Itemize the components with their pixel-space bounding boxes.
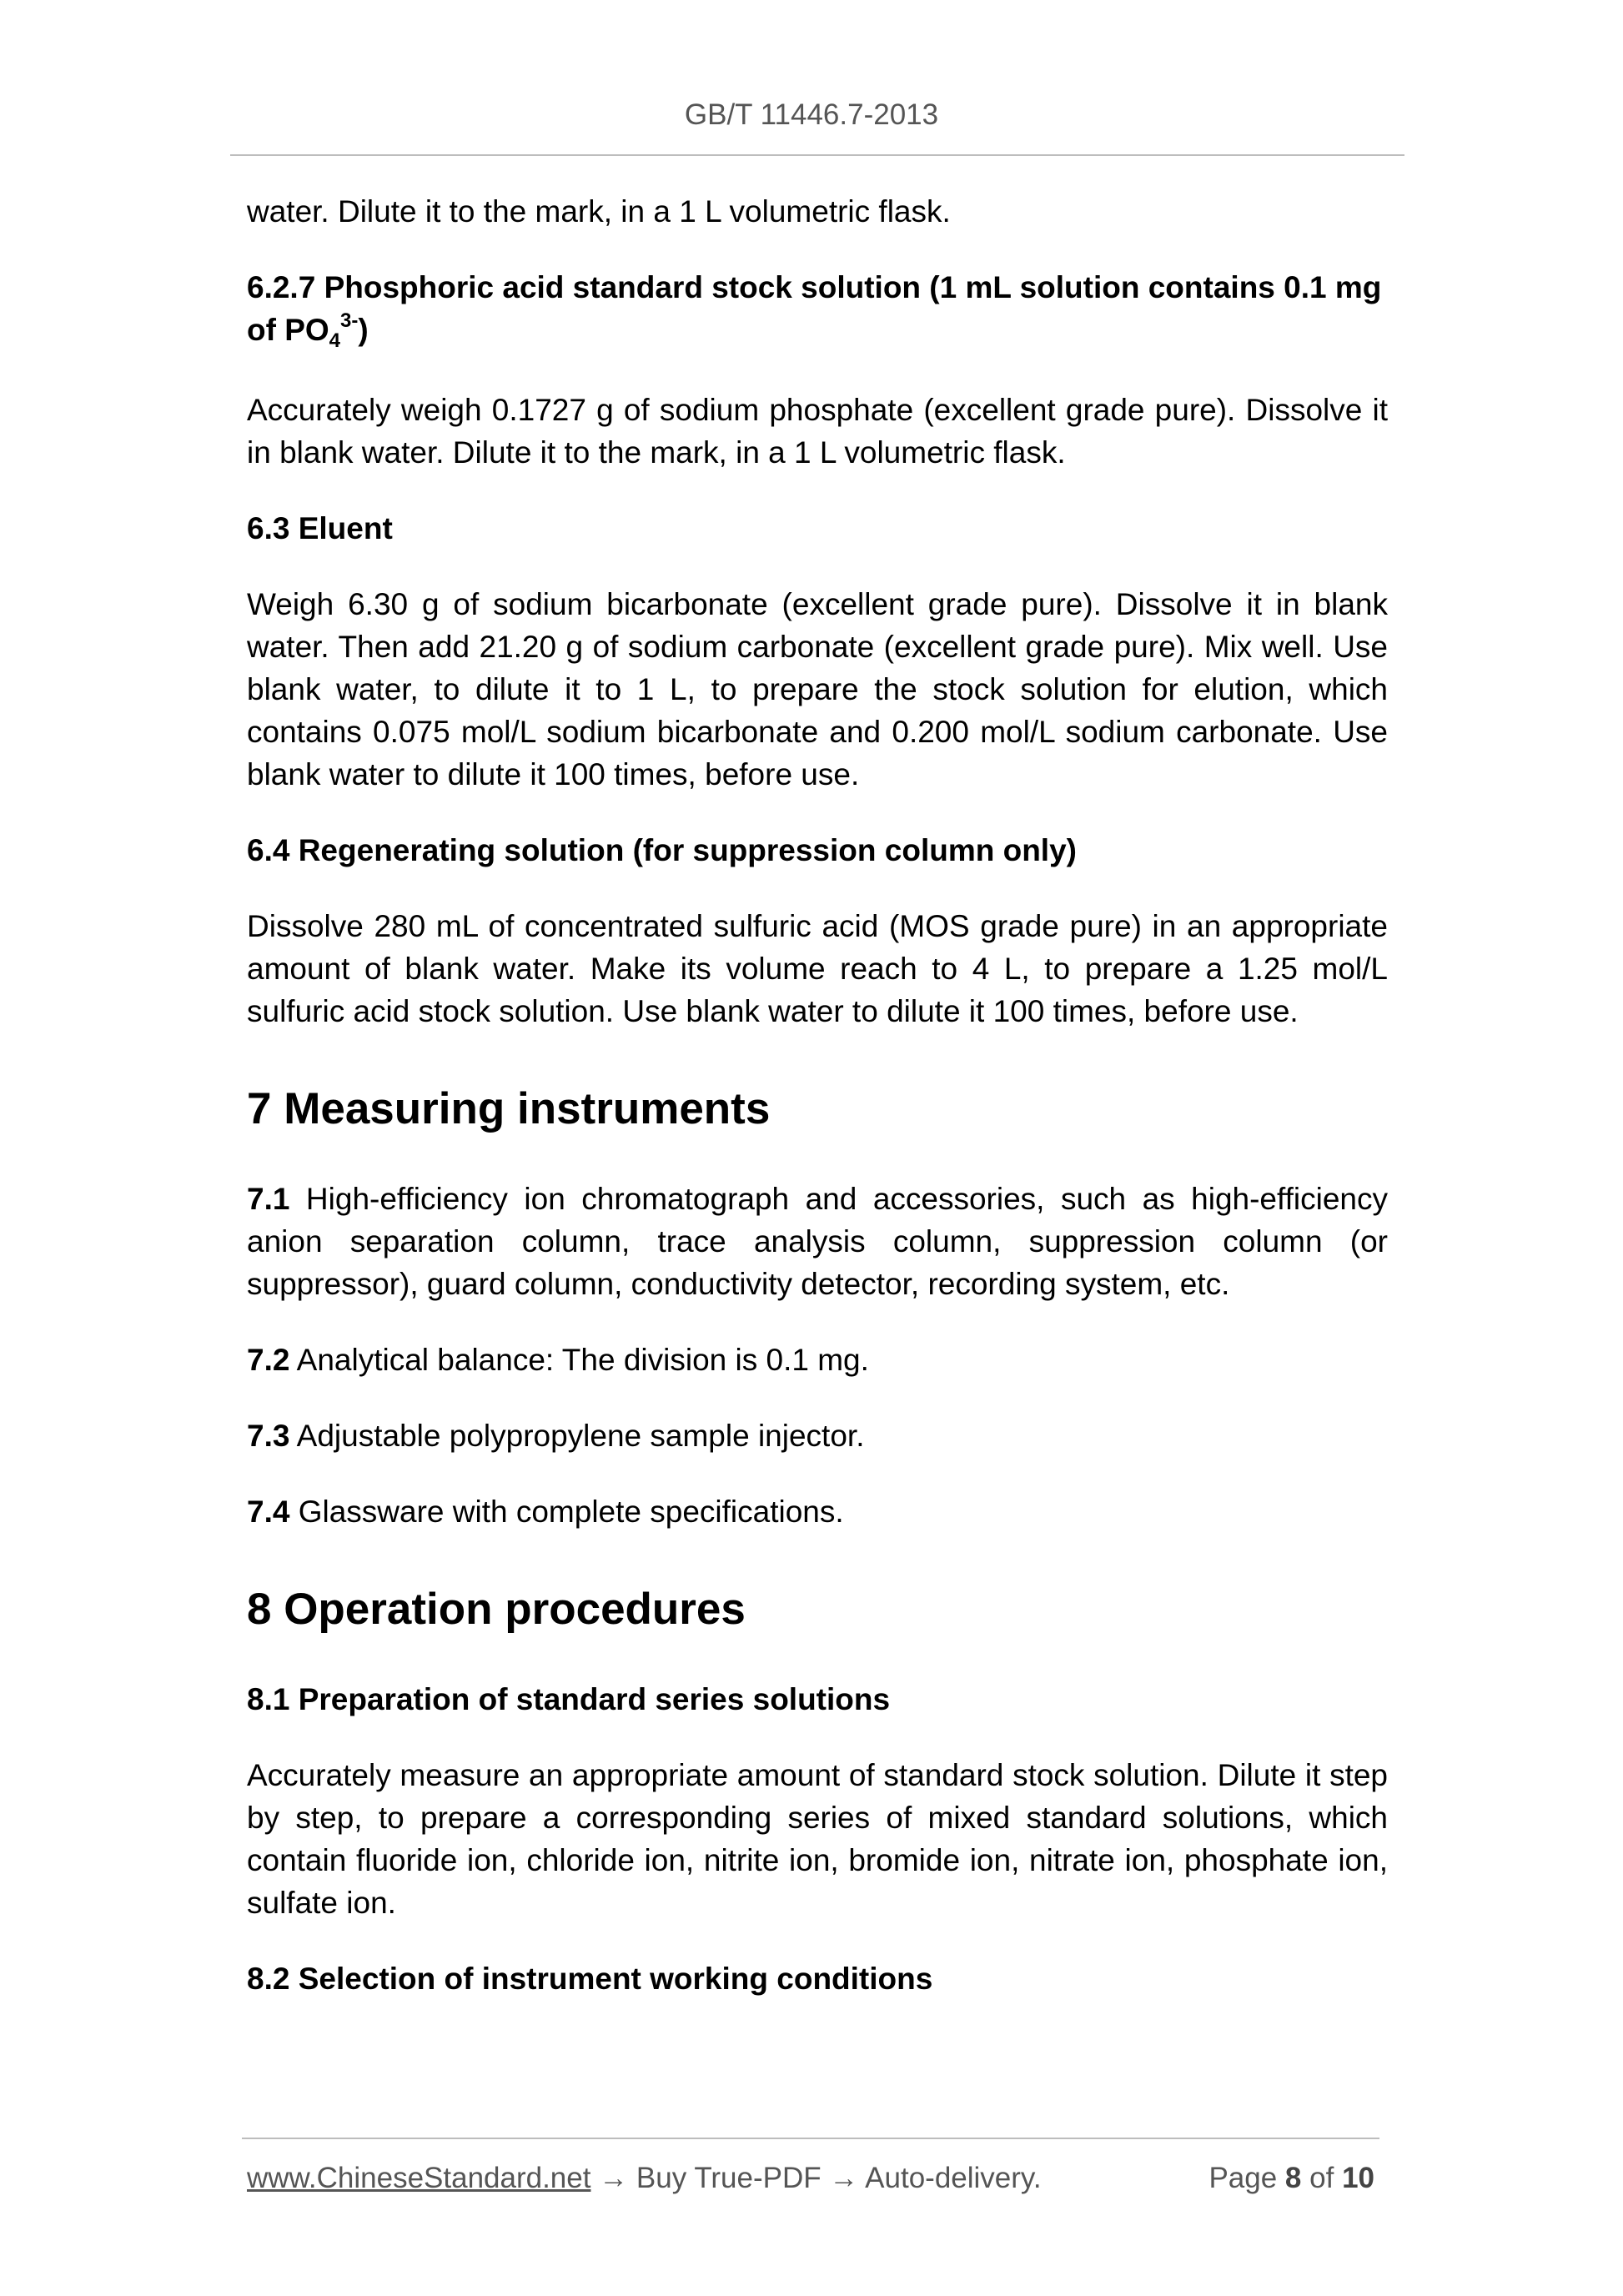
section-6-4-paragraph: Dissolve 280 mL of concentrated sulfuric acid (MOS grade pure) in an appropriate amount of blank water. Make its volume reach to 4 L, to prepare a 1.25 mol/L sulfuric acid stock solution. Use blank water to dilute it 100 times, before use.	[247, 909, 1388, 1028]
section-heading-text: 6.2.7 Phosphoric acid standard stock solution (1 mL solution contains 0.1 mg of PO	[247, 270, 1382, 347]
standard-id: GB/T 11446.7-2013	[684, 98, 939, 131]
running-header	[0, 98, 1623, 132]
instrument-item	[247, 1178, 1388, 1305]
continuation-paragraph: water. Dilute it to the mark, in a 1 L volumetric flask.	[247, 194, 951, 229]
section-6-3-heading: 6.3 Eluent	[247, 511, 393, 545]
instrument-item	[247, 1414, 1388, 1457]
page-of-label: of	[1309, 2162, 1334, 2194]
section-8-1-paragraph: Accurately measure an appropriate amount of standard stock solution. Dilute it step by step, to prepare a corresponding series of mixed standard solutions, which contain fluoride ion, chloride ion, nitrite ion, bromide ion, nitrate ion, phosphate ion, sulfate ion.	[247, 1758, 1388, 1920]
page-current: 8	[1284, 2162, 1302, 2194]
section-6-2-7-heading	[247, 266, 1388, 355]
page-label: Page	[1208, 2162, 1278, 2194]
item-text: Adjustable polypropylene sample injector.	[289, 1419, 865, 1453]
chapter-7-heading: 7 Measuring instruments	[247, 1084, 771, 1133]
footer-tagline: → Buy True-PDF → Auto-delivery.	[590, 2162, 1042, 2194]
item-number: 7.3	[247, 1419, 290, 1453]
instrument-item	[247, 1490, 1388, 1533]
subscript: 4	[329, 329, 341, 352]
website-link[interactable]: www.ChineseStandard.net	[247, 2162, 591, 2194]
chapter-8-heading: 8 Operation procedures	[247, 1585, 746, 1634]
page-number	[1208, 2162, 1374, 2195]
item-number: 7.1	[247, 1182, 290, 1216]
footer-promo	[247, 2162, 1042, 2195]
section-8-1-heading: 8.1 Preparation of standard series solutions	[247, 1682, 891, 1716]
section-6-4-heading: 6.4 Regenerating solution (for suppression column only)	[247, 833, 1077, 867]
section-8-2-heading: 8.2 Selection of instrument working conditions	[247, 1962, 933, 1996]
section-6-2-7-paragraph: Accurately weigh 0.1727 g of sodium phosphate (excellent grade pure). Dissolve it in blank water. Dilute it to the mark, in a 1 L volumetric flask.	[247, 393, 1388, 470]
item-number: 7.2	[247, 1343, 290, 1377]
item-number: 7.4	[247, 1495, 290, 1529]
page-total: 10	[1342, 2162, 1374, 2194]
header-divider	[230, 154, 1404, 156]
item-text: Analytical balance: The division is 0.1 mg.	[289, 1343, 869, 1377]
heading-closing-paren: )	[358, 313, 369, 347]
item-text: Glassware with complete specifications.	[289, 1495, 844, 1529]
document-body	[247, 190, 1388, 2033]
instrument-item	[247, 1339, 1388, 1381]
footer-divider	[242, 2138, 1379, 2139]
superscript: 3-	[340, 309, 359, 332]
section-6-3-paragraph: Weigh 6.30 g of sodium bicarbonate (excellent grade pure). Dissolve it in blank water. Then add 21.20 g of sodium carbonate (excellent grade pure). Mix well. Use blank water, to dilute it to 1 L, to prepare the stock solution for elution, which contains 0.075 mol/L sodium bicarbonate and 0.200 mol/L sodium carbonate. Use blank water to dilute it 100 times, before use.	[247, 587, 1388, 791]
item-text: High-efficiency ion chromatograph and accessories, such as high-efficiency anion separation column, trace analysis column, suppression column (or suppressor), guard column, conductivity detector, recording system, etc.	[247, 1182, 1388, 1301]
